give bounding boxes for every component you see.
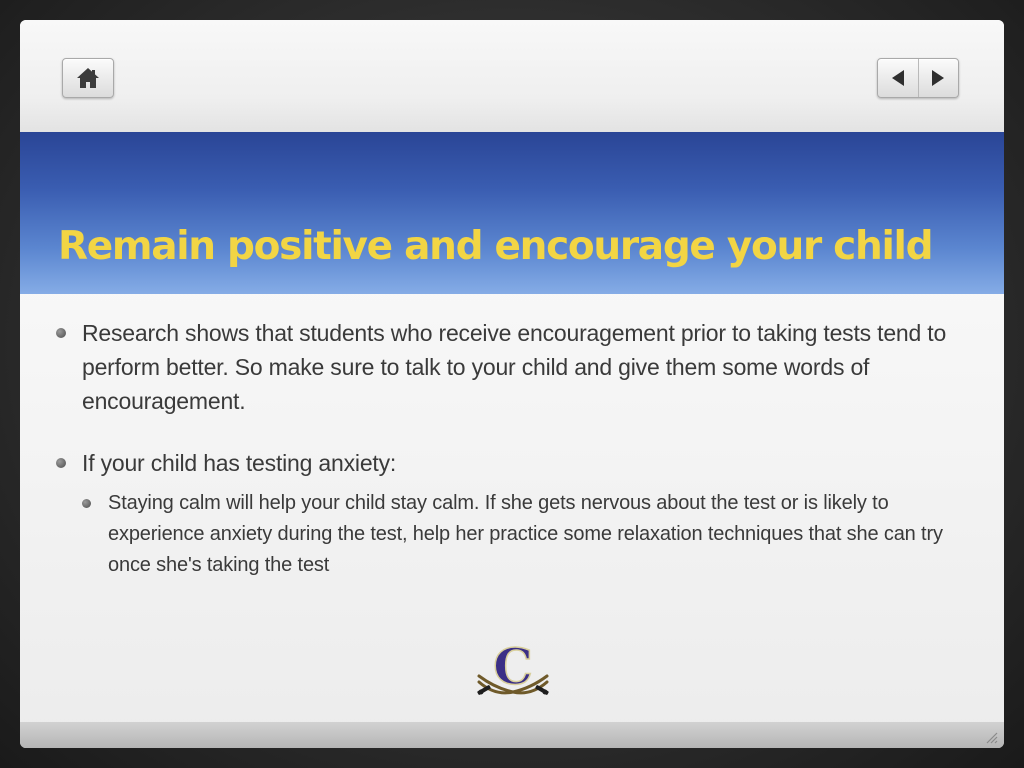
home-button[interactable]	[62, 58, 114, 98]
bullet-text: Research shows that students who receive encouragement prior to taking tests tend to perform better. So make sure to talk to your child and give them some words of encouragement.	[82, 320, 947, 414]
slide-navigation	[877, 58, 959, 98]
bullet-dot	[82, 499, 91, 508]
previous-slide-button[interactable]	[878, 59, 919, 97]
bullet-dot	[56, 458, 66, 468]
left-triangle-icon	[890, 69, 906, 87]
title-band	[20, 132, 1004, 294]
bullet-dot	[56, 328, 66, 338]
bullet-item	[56, 316, 956, 418]
bottom-status-bar	[20, 722, 1004, 748]
top-toolbar	[20, 20, 1004, 132]
logo-letter: C	[493, 642, 533, 696]
slide	[20, 20, 1004, 748]
crossed-swords-logo	[473, 642, 553, 704]
home-icon	[76, 67, 100, 89]
school-logo	[473, 642, 553, 704]
sub-bullet-text: Staying calm will help your child stay calm. If she gets nervous about the test or is likely to experience anxiety during the test, help her practice some relaxation techniques that she can try once she's taking the test	[108, 492, 943, 576]
next-slide-button[interactable]	[919, 59, 959, 97]
slide-title: Remain positive and encourage your child	[58, 224, 933, 269]
bullet-text: If your child has testing anxiety:	[82, 450, 397, 476]
slide-content	[56, 316, 956, 581]
bullet-item	[56, 446, 956, 480]
sub-bullet-item	[82, 488, 956, 581]
resize-grip-icon[interactable]	[984, 730, 998, 744]
right-triangle-icon	[930, 69, 946, 87]
